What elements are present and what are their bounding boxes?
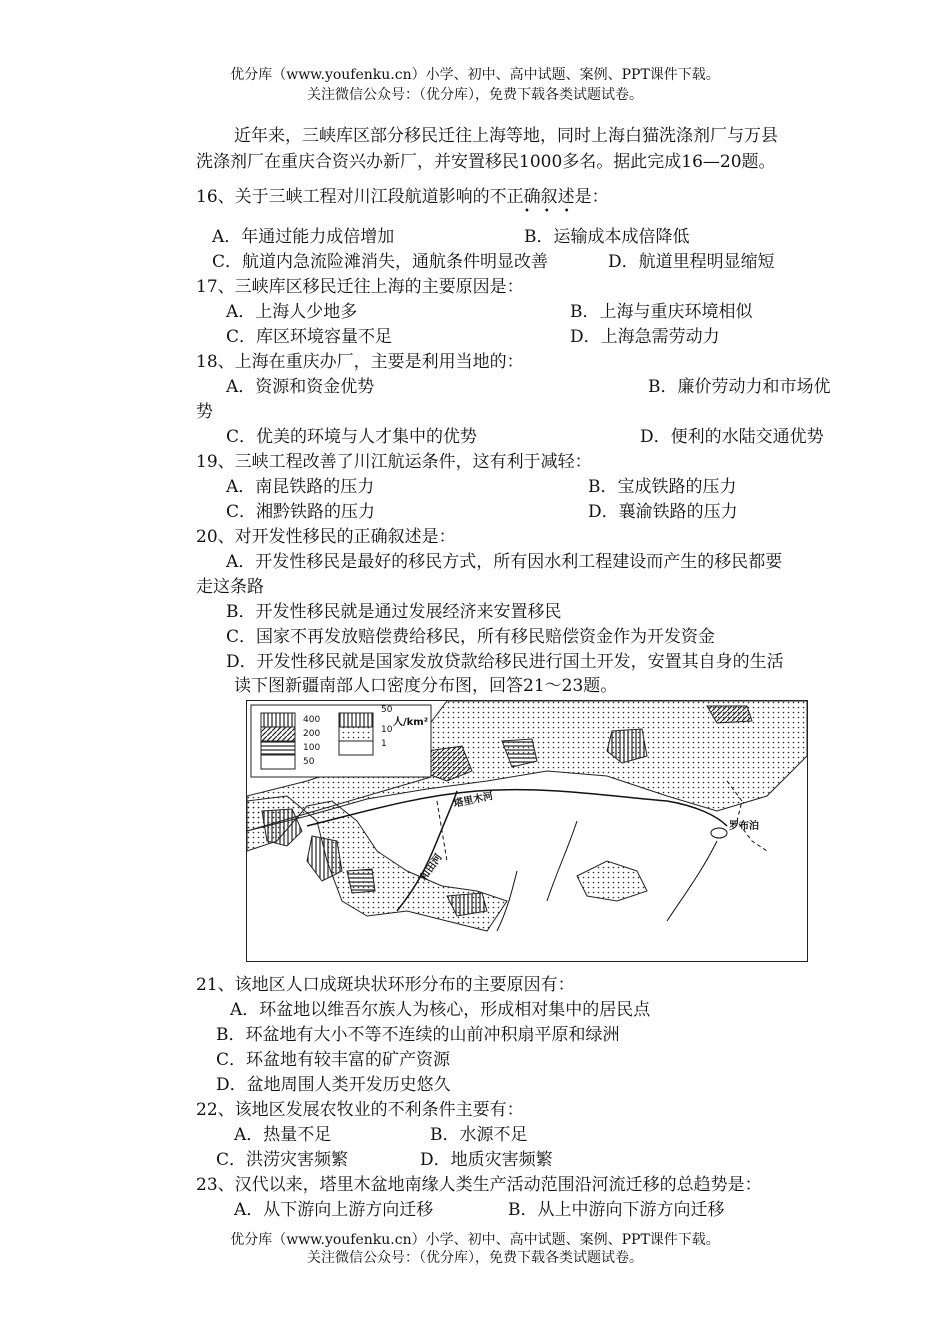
- q16-option-b: B．运输成本成倍降低: [524, 227, 690, 247]
- q17-option-a: A．上海人少地多: [226, 302, 358, 322]
- hotan-river-label: 和田河: [418, 852, 445, 884]
- legend-1: 1: [381, 739, 387, 749]
- legend-50-left: 50: [303, 757, 315, 767]
- q21-option-a: A．环盆地以维吾尔族人为核心，形成相对集中的居民点: [230, 1000, 651, 1020]
- river-branch-2: [667, 841, 717, 921]
- q20-option-c: C．国家不再发放赔偿费给移民，所有移民赔偿资金作为开发资金: [226, 627, 716, 647]
- emphasis-dots: •••: [524, 206, 584, 217]
- q17-option-b: B．上海与重庆环境相似: [570, 302, 753, 322]
- q22-option-c: C．洪涝灾害频繁: [216, 1150, 349, 1170]
- q23-option-b: B．从上中游向下游方向迁移: [508, 1200, 725, 1220]
- q16-option-d: D．航道里程明显缩短: [608, 252, 775, 272]
- q17-option-d: D．上海急需劳动力: [570, 327, 720, 347]
- q17-option-c: C．库区环境容量不足: [226, 327, 393, 347]
- intro-line-1: 近年来，三峡库区部分移民迁往上海等地，同时上海白猫洗涤剂厂与万县: [234, 126, 778, 146]
- q23-option-a: A．从下游向上游方向迁移: [234, 1200, 434, 1220]
- q20-option-a: A．开发性移民是最好的移民方式，所有因水利工程建设而产生的移民都要: [226, 552, 783, 572]
- q19-option-a: A．南昆铁路的压力: [226, 477, 375, 497]
- dense-patch-8: [347, 869, 375, 893]
- q23-stem: 23、汉代以来，塔里木盆地南缘人类生产活动范围沿河流迁移的总趋势是：: [196, 1175, 762, 1195]
- map-intro: 读下图新疆南部人口密度分布图，回答21～23题。: [234, 676, 618, 696]
- q19-option-b: B．宝成铁路的压力: [588, 477, 737, 497]
- q18-option-c: C．优美的环境与人才集中的优势: [226, 427, 478, 447]
- legend-50-right: 50: [381, 705, 393, 715]
- boundary-line-2: [437, 801, 447, 861]
- legend-unit: 人/km²: [393, 717, 429, 728]
- population-density-map: [246, 700, 808, 962]
- q20-stem: 20、对开发性移民的正确叙述是：: [196, 527, 456, 547]
- legend-400: 400: [303, 715, 321, 725]
- q22-option-b: B．水源不足: [430, 1125, 528, 1145]
- q19-stem: 19、三峡工程改善了川江航运条件，这有利于减轻：: [196, 452, 592, 472]
- q17-stem: 17、三峡库区移民迁往上海的主要原因是：: [196, 277, 524, 297]
- q18-option-d: D．便利的水陆交通优势: [640, 427, 824, 447]
- q18-option-a: A．资源和资金优势: [226, 377, 375, 397]
- q21-stem: 21、该地区人口成斑块状环形分布的主要原因有：: [196, 975, 575, 995]
- southern-density-strip: [577, 861, 647, 901]
- q21-option-d: D．盆地周围人类开发历史悠久: [216, 1075, 451, 1095]
- q19-option-d: D．襄渝铁路的压力: [588, 502, 738, 522]
- header-line-2: 关注微信公众号：（优分库），免费下载各类试题试卷。: [307, 87, 643, 103]
- map-drawing: [247, 701, 807, 961]
- q22-option-d: D．地质灾害频繁: [420, 1150, 553, 1170]
- header-line-1: 优分库（www.youfenku.cn）小学、初中、高中试题、案例、PPT课件下载。: [230, 67, 720, 83]
- q18-option-b-cont: 势: [196, 402, 213, 422]
- q18-option-b: B．廉价劳动力和市场优: [648, 377, 831, 397]
- q16-option-c: C．航道内急流险滩消失，通航条件明显改善: [212, 252, 549, 272]
- q20-option-d: D．开发性移民就是国家发放贷款给移民进行国土开发，安置其自身的生活: [226, 652, 784, 672]
- q16-stem: 16、关于三峡工程对川江段航道影响的不正确叙述是：: [196, 187, 609, 207]
- lop-nur-lake: [711, 828, 727, 838]
- intro-line-2: 洗涤剂厂在重庆合资兴办新厂，并安置移民1000多名。据此完成16—20题。: [196, 152, 776, 172]
- q20-option-a-cont: 走这条路: [196, 577, 264, 597]
- q19-option-c: C．湘黔铁路的压力: [226, 502, 376, 522]
- q22-option-a: A．热量不足: [234, 1125, 332, 1145]
- q22-stem: 22、该地区发展农牧业的不利条件主要有：: [196, 1100, 524, 1120]
- legend-100: 100: [303, 743, 321, 753]
- q20-option-b: B．开发性移民就是通过发展经济来安置移民: [226, 602, 562, 622]
- q21-option-b: B．环盆地有大小不等不连续的山前冲积扇平原和绿洲: [216, 1025, 620, 1045]
- footer-line-2: 关注微信公众号：（优分库），免费下载各类试题试卷。: [307, 1250, 643, 1266]
- q16-option-a: A．年通过能力成倍增加: [212, 227, 395, 247]
- tarim-river-label: 塔里木河: [452, 790, 495, 810]
- footer-line-1: 优分库（www.youfenku.cn）小学、初中、高中试题、案例、PPT课件下载。: [230, 1232, 720, 1248]
- river-branch-1: [547, 821, 577, 901]
- q21-option-c: C．环盆地有较丰富的矿产资源: [216, 1050, 451, 1070]
- legend-200: 200: [303, 729, 321, 739]
- lop-nur-label: 罗布泊: [729, 821, 759, 832]
- legend-10: 10: [381, 725, 393, 735]
- q18-stem: 18、上海在重庆办厂，主要是利用当地的：: [196, 352, 524, 372]
